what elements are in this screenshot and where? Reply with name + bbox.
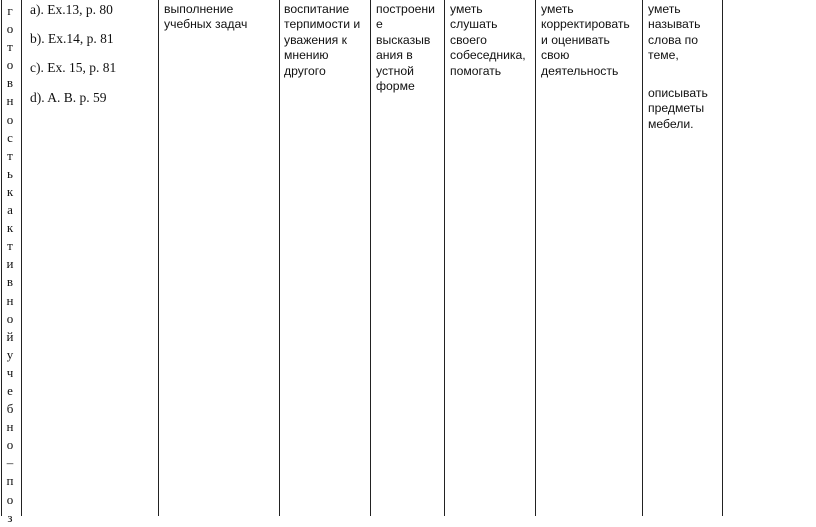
vertical-letter: в bbox=[6, 75, 14, 91]
vertical-letter: з bbox=[7, 509, 13, 525]
vertical-letter: – bbox=[6, 455, 14, 471]
vertical-stage-title bbox=[4, 2, 16, 527]
vertical-letter: с bbox=[7, 129, 13, 145]
speech-cell: построени е высказыв ания в устной форме bbox=[376, 2, 435, 94]
vertical-letter: о bbox=[6, 21, 14, 37]
vertical-letter: ч bbox=[6, 364, 14, 380]
vertical-letter: т bbox=[7, 39, 13, 55]
table-border bbox=[1, 0, 2, 516]
vertical-letter: у bbox=[6, 346, 14, 362]
exercise-a: а). Ex.13, p. 80 bbox=[30, 2, 113, 17]
vertical-letter: о bbox=[6, 491, 14, 507]
exercise-d: d). A. B. p. 59 bbox=[30, 90, 107, 105]
vertical-letter: н bbox=[6, 93, 14, 109]
table-border bbox=[21, 0, 22, 516]
vertical-letter: к bbox=[6, 220, 14, 236]
table-border bbox=[444, 0, 445, 516]
table-border bbox=[158, 0, 159, 516]
vertical-letter: т bbox=[7, 238, 13, 254]
vertical-letter: а bbox=[7, 202, 13, 218]
vertical-letter: о bbox=[6, 437, 14, 453]
vertical-letter: т bbox=[7, 147, 13, 163]
vertical-letter: ь bbox=[7, 165, 13, 181]
table-border bbox=[279, 0, 280, 516]
vertical-letter: о bbox=[6, 57, 14, 73]
vocabulary-cell: уметь называть слова по теме, bbox=[648, 2, 701, 63]
vertical-letter: в bbox=[6, 274, 14, 290]
vertical-letter: п bbox=[6, 473, 14, 489]
table-border bbox=[535, 0, 536, 516]
vertical-letter: е bbox=[7, 382, 13, 398]
table-border bbox=[370, 0, 371, 516]
vertical-letter: н bbox=[6, 419, 14, 435]
vertical-letter: й bbox=[6, 328, 14, 344]
vertical-letter: о bbox=[6, 310, 14, 326]
task-execution-cell: выполнение учебных задач bbox=[164, 2, 248, 32]
description-cell: описывать предметы мебели. bbox=[648, 86, 708, 131]
vertical-letter: к bbox=[6, 183, 14, 199]
vertical-letter: о bbox=[6, 111, 14, 127]
exercise-b: b). Ex.14, p. 81 bbox=[30, 31, 114, 46]
exercise-c: с). Ex. 15, p. 81 bbox=[30, 60, 117, 75]
table-border bbox=[722, 0, 723, 516]
tolerance-cell: воспитание терпимости и уважения к мнению другого bbox=[284, 2, 361, 78]
vertical-letter: г bbox=[7, 3, 13, 18]
vertical-letter: н bbox=[6, 292, 14, 308]
table-border bbox=[642, 0, 643, 516]
vertical-letter: б bbox=[6, 401, 14, 417]
listening-cell: уметь слушать своего собеседника, помогать bbox=[450, 2, 526, 78]
vertical-letter: и bbox=[6, 256, 14, 272]
self-assessment-cell: уметь корректировать и оценивать свою деятельность bbox=[541, 2, 630, 78]
